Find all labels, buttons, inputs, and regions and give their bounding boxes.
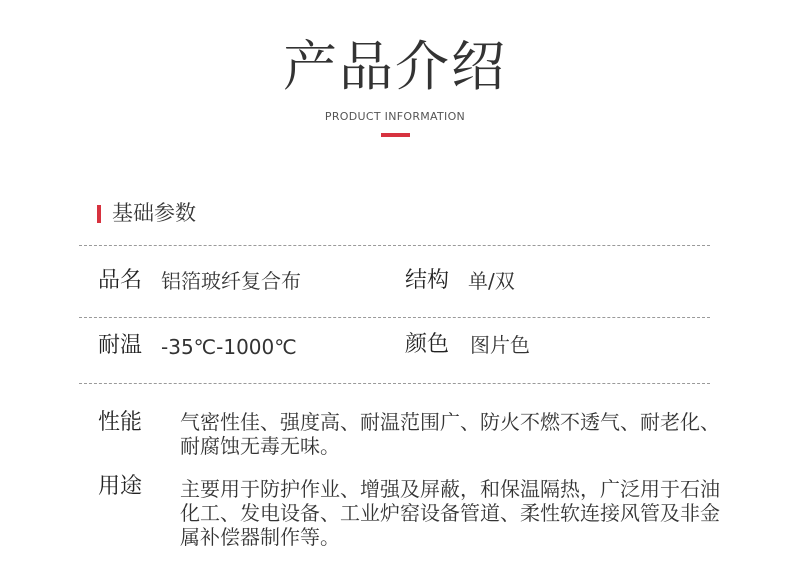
divider — [79, 245, 710, 246]
section-marker — [97, 205, 101, 223]
spec-value-structure: 单/双 — [468, 269, 515, 293]
spec-label-name: 品名 — [98, 268, 143, 293]
spec-label-color: 颜色 — [405, 332, 450, 357]
section-title: 基础参数 — [112, 201, 196, 225]
usage-line: 化工、发电设备、工业炉窑设备管道、柔性软连接风管及非金 — [180, 501, 720, 525]
spec-value-name: 铝箔玻纤复合布 — [161, 269, 301, 293]
usage-label: 用途 — [98, 474, 143, 499]
performance-line: 耐腐蚀无毒无味。 — [180, 434, 340, 458]
page-subtitle: PRODUCT INFORMATION — [324, 110, 466, 123]
usage-text — [180, 477, 720, 549]
usage-line: 属补偿器制作等。 — [180, 525, 340, 549]
performance-label: 性能 — [98, 410, 143, 435]
divider — [79, 383, 710, 384]
spec-value-color: 图片色 — [470, 333, 530, 357]
spec-label-temperature: 耐温 — [98, 333, 143, 358]
page-title: 产品介绍 — [283, 35, 507, 98]
title-accent-bar — [381, 133, 410, 137]
performance-text — [180, 410, 720, 458]
performance-line: 气密性佳、强度高、耐温范围广、防火不燃不透气、耐老化、 — [180, 410, 720, 434]
divider — [79, 317, 710, 318]
spec-label-structure: 结构 — [405, 268, 450, 293]
spec-value-temperature: -35℃-1000℃ — [161, 335, 297, 359]
usage-line: 主要用于防护作业、增强及屏蔽，和保温隔热，广泛用于石油 — [180, 477, 720, 501]
